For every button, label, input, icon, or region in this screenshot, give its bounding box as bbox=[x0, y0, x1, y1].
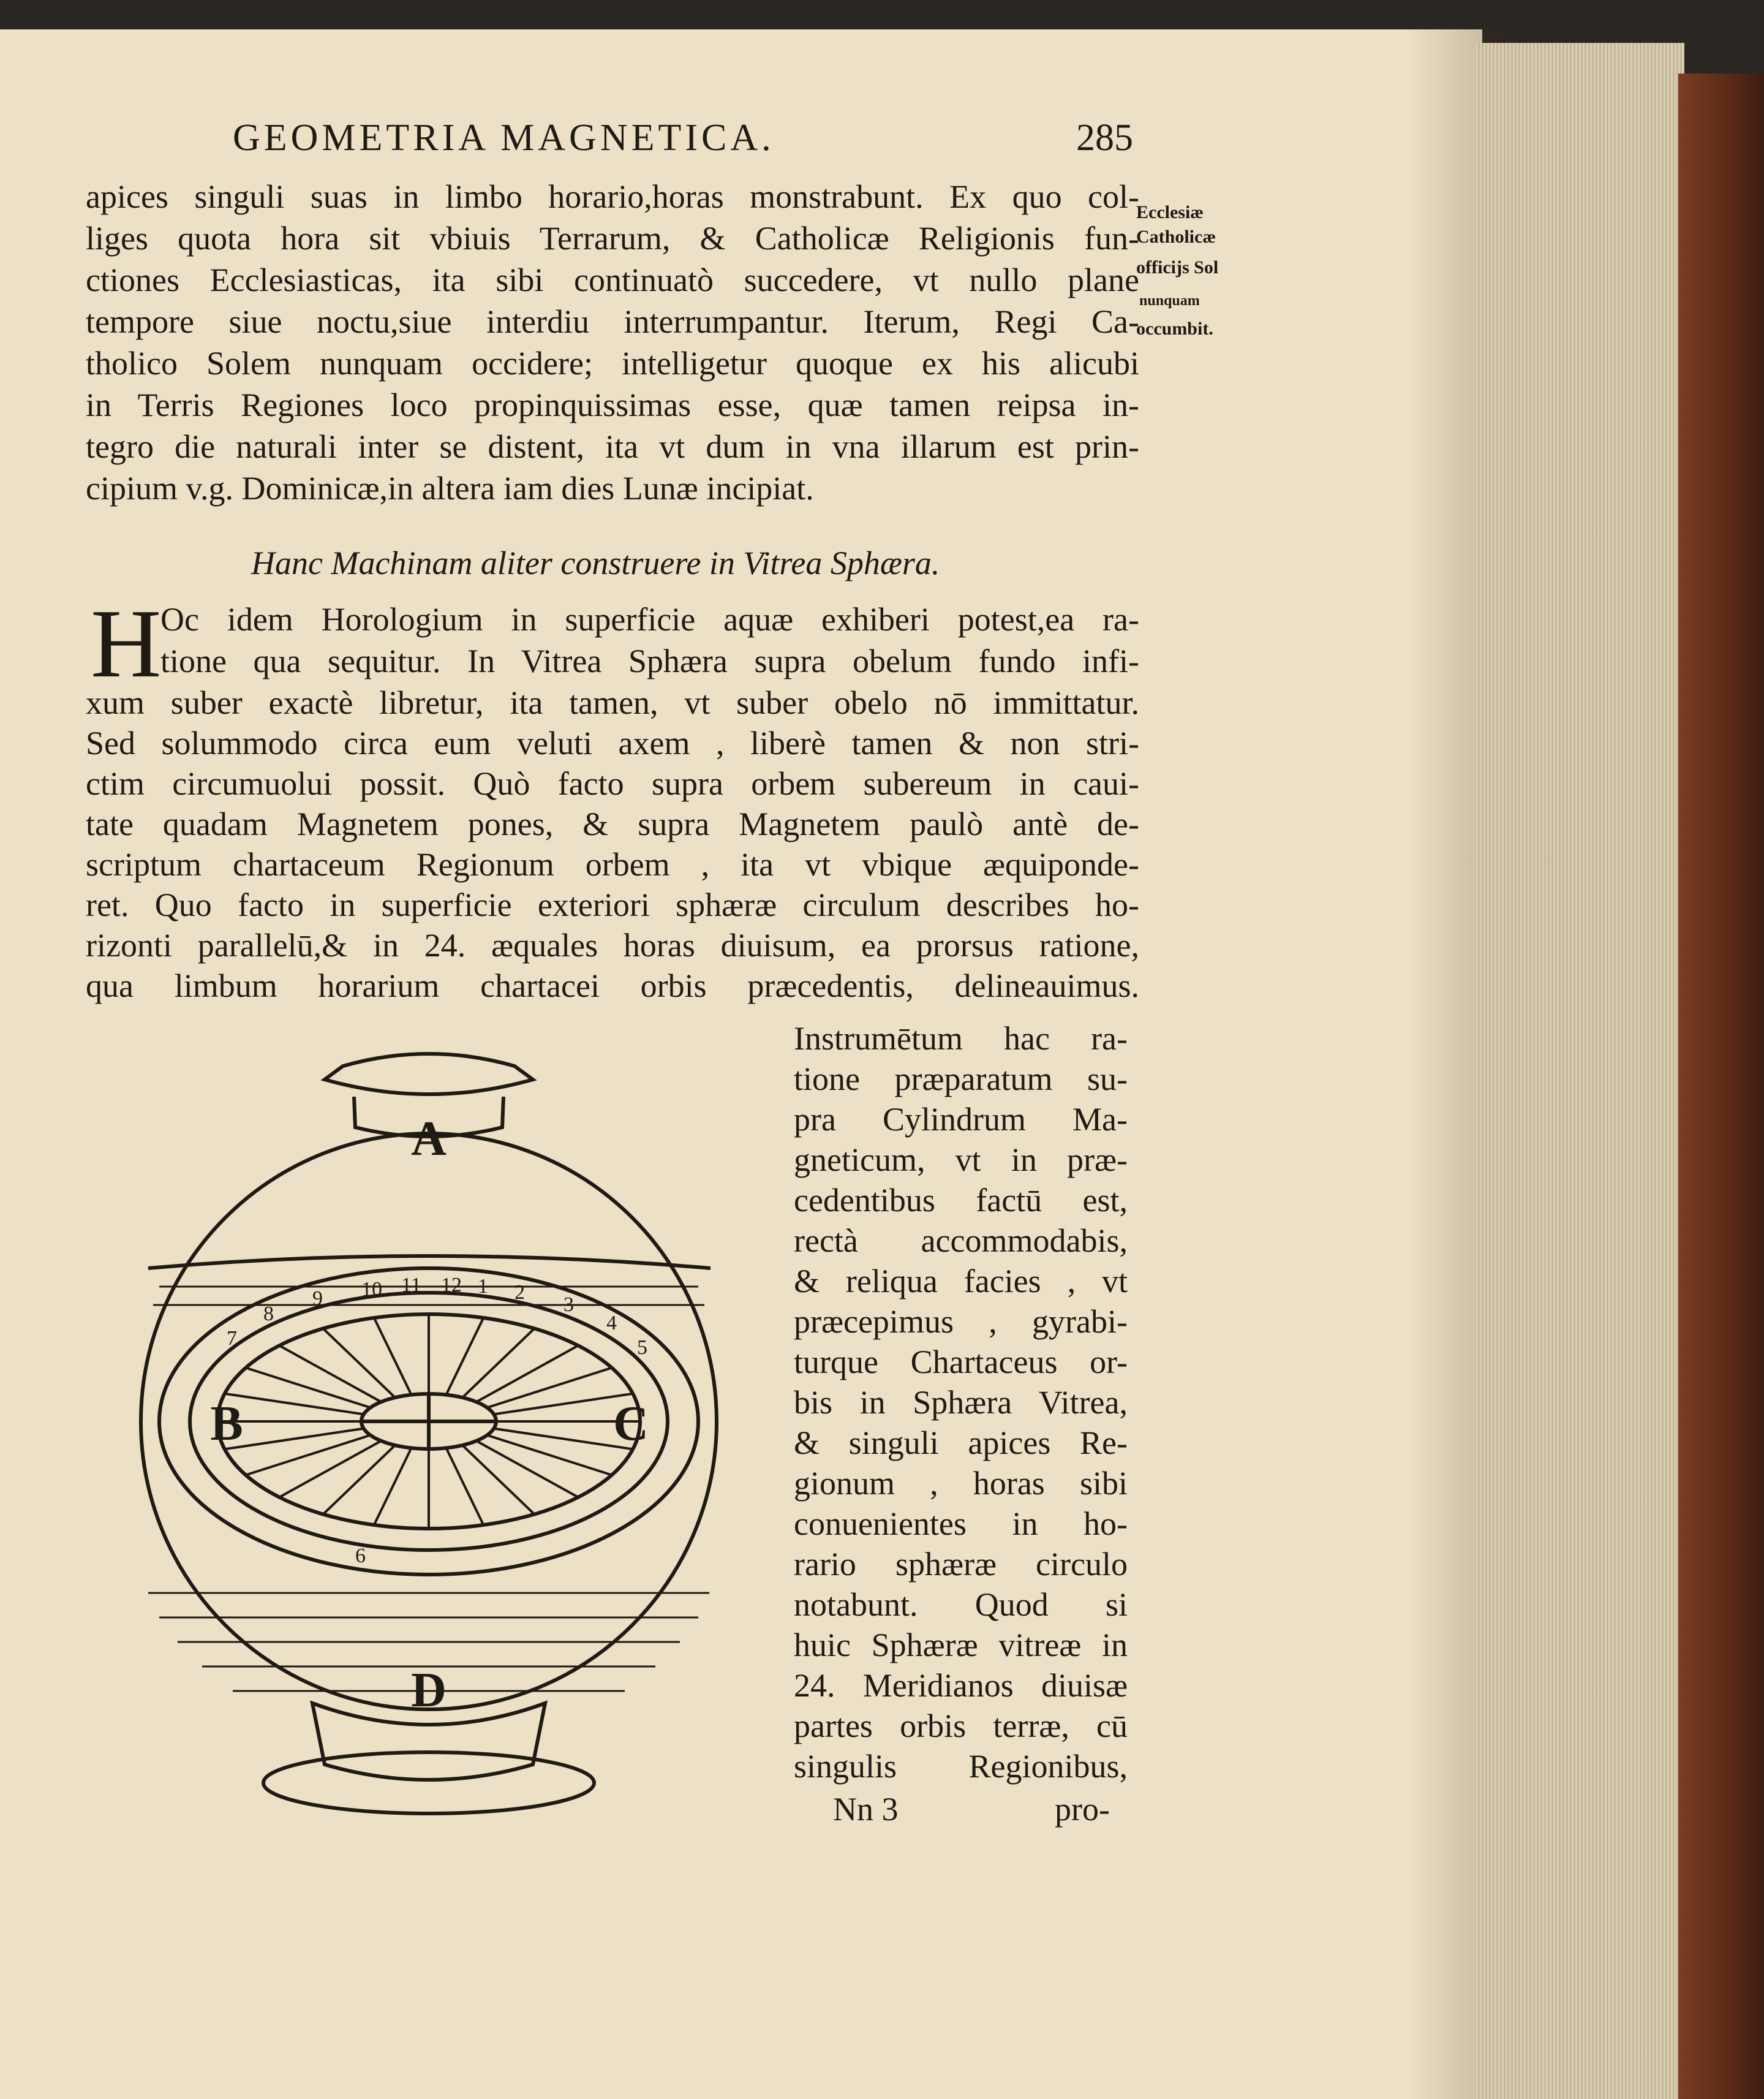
marginal-note-line: Ecclesiæ bbox=[1136, 202, 1204, 222]
column-line: turque Chartaceus or- bbox=[794, 1344, 1128, 1380]
column-line: rectà accommodabis, bbox=[794, 1222, 1128, 1259]
figure-label-c: C bbox=[613, 1397, 649, 1451]
text-line: tholico Solem nunquam occidere; intelligetur quoque ex his alicubi bbox=[86, 345, 1139, 382]
dial-spoke bbox=[279, 1441, 381, 1497]
column-line: huic Sphæræ vitreæ in bbox=[794, 1627, 1128, 1663]
column-line: præcepimus , gyrabi- bbox=[794, 1303, 1128, 1340]
dial-number: 4 bbox=[606, 1312, 617, 1334]
column-line: cedentibus factū est, bbox=[794, 1182, 1128, 1219]
text-line: rizonti parallelū,& in 24. æquales horas diuisum, ea prorsus ratione, bbox=[86, 927, 1139, 964]
column-line: & singuli apices Re- bbox=[794, 1424, 1128, 1461]
dial-spoke bbox=[477, 1345, 578, 1402]
dial-spoke bbox=[246, 1435, 371, 1475]
column-line: rario sphæræ circulo bbox=[794, 1546, 1128, 1583]
dial-spoke bbox=[487, 1368, 612, 1408]
text-line: scriptum chartaceum Regionum orbem , ita vt vbique æquiponde- bbox=[86, 846, 1139, 883]
section-subtitle: Hanc Machinam aliter construere in Vitrea Sphæra. bbox=[251, 545, 940, 581]
dial-spoke bbox=[225, 1429, 364, 1450]
dial-number: 9 bbox=[312, 1287, 323, 1310]
column-line: singulis Regionibus, bbox=[794, 1748, 1128, 1785]
column-line: tione præparatum su- bbox=[794, 1061, 1128, 1097]
marginal-note-line: occumbit. bbox=[1136, 319, 1213, 339]
signature-mark: Nn 3 bbox=[833, 1791, 899, 1828]
dial-spoke bbox=[477, 1441, 578, 1497]
column-line: & reliqua facies , vt bbox=[794, 1263, 1128, 1299]
dial-number: 2 bbox=[514, 1281, 525, 1304]
dial-spoke bbox=[225, 1394, 364, 1415]
dial-spoke bbox=[494, 1429, 633, 1450]
header-title: GEOMETRIA MAGNETICA. bbox=[233, 117, 775, 159]
dial-number: 3 bbox=[564, 1293, 574, 1316]
dial-spoke bbox=[494, 1394, 633, 1415]
column-line: pra Cylindrum Ma- bbox=[794, 1101, 1128, 1138]
text-line: Oc idem Horologium in superficie aquæ exhiberi potest,ea ra- bbox=[160, 601, 1139, 638]
marginal-note-line: Catholicæ bbox=[1136, 227, 1216, 247]
page-edges bbox=[1476, 43, 1684, 2099]
text-line: in Terris Regiones loco propinquissimas esse, quæ tamen reipsa in- bbox=[86, 387, 1139, 423]
text-line: cipium v.g. Dominicæ,in altera iam dies Lunæ incipiat. bbox=[86, 470, 814, 507]
marginal-note-line: nunquam bbox=[1139, 293, 1200, 309]
marginal-note-line: officijs Sol bbox=[1136, 257, 1219, 278]
text-line: xum suber exactè libretur, ita tamen, vt suber obelo nō immittatur. bbox=[86, 684, 1139, 721]
text-line: Sed solummodo circa eum veluti axem , liberè tamen & non stri- bbox=[86, 725, 1139, 762]
figure-label-b: B bbox=[210, 1397, 243, 1451]
text-line: ret. Quo facto in superficie exteriori sphæræ circulum describes ho- bbox=[86, 887, 1139, 923]
dial-number: 1 bbox=[478, 1275, 488, 1298]
book-cover bbox=[1678, 74, 1764, 2099]
text-line: ctiones Ecclesiasticas, ita sibi continuatò succedere, vt nullo plane bbox=[86, 262, 1139, 298]
text-line: ctim circumuolui possit. Quò facto supra orbem subereum in caui- bbox=[86, 765, 1139, 802]
sphere-cap bbox=[325, 1054, 533, 1094]
text-line: liges quota hora sit vbiuis Terrarum, & Catholicæ Religionis fun- bbox=[86, 220, 1139, 257]
page-number: 285 bbox=[1076, 117, 1133, 159]
dial-number: 7 bbox=[227, 1327, 237, 1350]
dial-number: 8 bbox=[263, 1303, 274, 1325]
column-line: Instrumētum hac ra- bbox=[794, 1020, 1128, 1057]
text-line: tione qua sequitur. In Vitrea Sphæra supra obelum fundo infi- bbox=[160, 643, 1139, 679]
dial-spoke bbox=[487, 1435, 612, 1475]
column-line: gionum , horas sibi bbox=[794, 1465, 1128, 1502]
text-line: tempore siue noctu,siue interdiu interrumpantur. Iterum, Regi Ca- bbox=[86, 303, 1139, 340]
drop-cap: H bbox=[91, 589, 162, 698]
running-header bbox=[233, 116, 1133, 160]
dial-number: 10 bbox=[361, 1278, 382, 1301]
figure-label-d: D bbox=[411, 1663, 447, 1717]
column-line: conuenientes in ho- bbox=[794, 1505, 1128, 1542]
text-line: qua limbum horarium chartacei orbis præcedentis, delineauimus. bbox=[86, 967, 1139, 1004]
dial-spoke bbox=[279, 1345, 381, 1402]
text-line: tegro die naturali inter se distent, ita vt dum in vna illarum est prin- bbox=[86, 428, 1139, 465]
column-line: gneticum, vt in præ- bbox=[794, 1141, 1128, 1178]
figure-label-a: A bbox=[411, 1112, 447, 1166]
dial-number: 6 bbox=[355, 1545, 366, 1567]
dial-number: 11 bbox=[401, 1274, 421, 1296]
text-line: tate quadam Magnetem pones, & supra Magnetem paulò antè de- bbox=[86, 806, 1139, 842]
dial-spoke bbox=[246, 1368, 371, 1408]
catchword: pro- bbox=[1055, 1791, 1110, 1828]
column-line: partes orbis terræ, cū bbox=[794, 1708, 1128, 1744]
text-line: apices singuli suas in limbo horario,horas monstrabunt. Ex quo col- bbox=[86, 178, 1139, 215]
column-line: notabunt. Quod si bbox=[794, 1586, 1128, 1623]
woodcut-glass-sphere-figure bbox=[110, 1042, 772, 1863]
dial-number: 12 bbox=[441, 1274, 462, 1296]
water-surface bbox=[148, 1256, 710, 1268]
column-line: 24. Meridianos diuisæ bbox=[794, 1667, 1128, 1704]
dial-number: 5 bbox=[637, 1336, 647, 1359]
column-line: bis in Sphæra Vitrea, bbox=[794, 1384, 1128, 1421]
